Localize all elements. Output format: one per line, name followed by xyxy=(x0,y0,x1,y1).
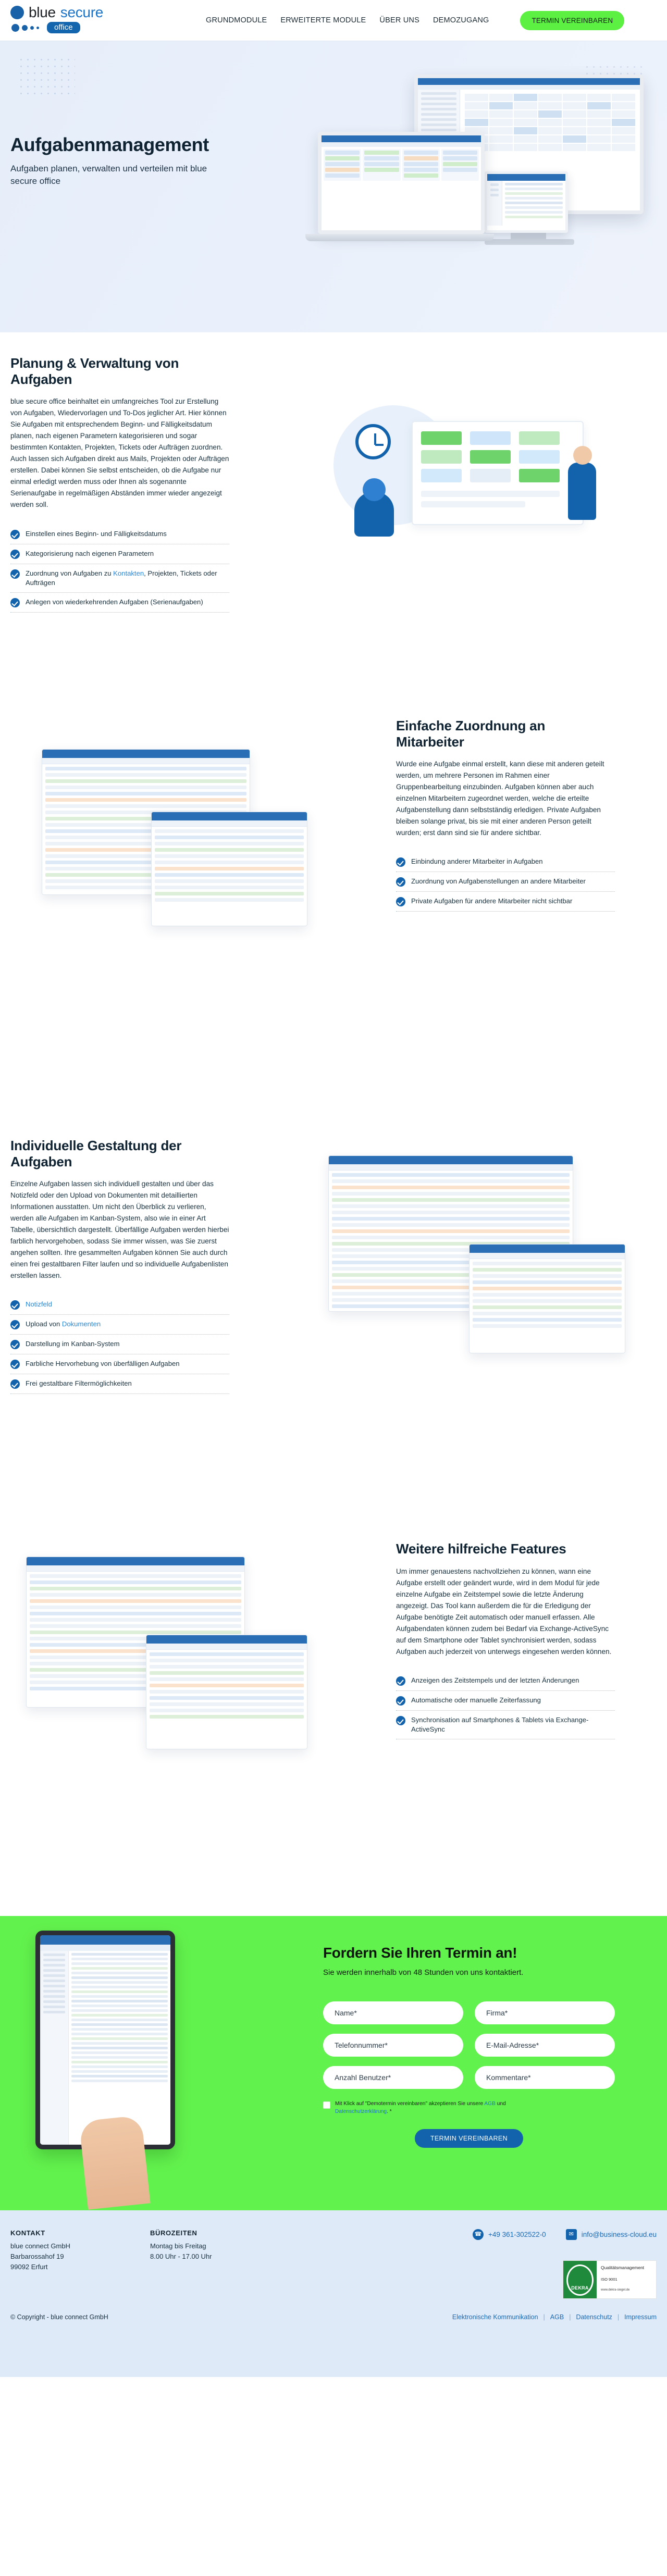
footer-hours-time: 8.00 Uhr - 17.00 Uhr xyxy=(150,2253,212,2261)
email-field[interactable] xyxy=(475,2034,615,2057)
main-navigation xyxy=(206,11,624,30)
nav-item-grundmodule[interactable]: GRUNDMODULE xyxy=(206,16,267,24)
feature-label: Synchronisation auf Smartphones & Tablets via Exchange-ActiveSync xyxy=(411,1715,589,1733)
logo-word-secure: secure xyxy=(60,4,103,20)
logo-dots-row xyxy=(11,22,130,33)
feature-item xyxy=(10,593,229,613)
check-circle-icon xyxy=(10,1300,20,1310)
consent-link-datenschutz[interactable]: Datenschutzerklärung xyxy=(335,2108,387,2114)
section-1-body: blue secure office beinhaltet ein umfangreiches Tool zur Erstellung von Aufgaben, Wiedervorlagen und To-Dos jeglicher Art. Hier können Sie Aufgaben mit entsprechendem Beginn- und Fälligkeitsdatum planen, nach eigenen Parametern kategorisieren und sogar bestimmten Kontakten, Projekten, Tickets oder Aufträgen zuordnen. Auch lassen sich Aufgaben direkt aus Mails, Projekten oder Aufträgen erstellen. Dabei können Sie selbst entscheiden, ob die Aufgabe nur einmal erledigt werden muss oder Ihnen als sogenannte Serienaufgabe in regelmäßigen Abständen immer wieder angezeigt werden soll. xyxy=(10,397,229,509)
cta-subtitle: Sie werden innerhalb von 48 Stunden von uns kontaktiert. xyxy=(323,1968,524,1977)
check-circle-icon xyxy=(396,877,405,887)
feature-item xyxy=(396,892,615,912)
person-head-illustration xyxy=(363,478,386,501)
company-field[interactable] xyxy=(475,2001,615,2024)
section-1-title: Planung & Verwaltung von Aufgaben xyxy=(10,355,179,387)
hand-illustration xyxy=(79,2115,150,2210)
footer-link-impressum[interactable]: Impressum xyxy=(624,2313,657,2321)
section-4-feature-list xyxy=(396,1671,615,1739)
dekra-logo-icon xyxy=(563,2261,597,2298)
logo-dot-icon xyxy=(10,6,24,19)
feature-label: Upload von Dokumenten xyxy=(26,1320,101,1328)
section-1-feature-list xyxy=(10,525,229,613)
envelope-icon: ✉ xyxy=(566,2229,577,2240)
check-circle-icon xyxy=(10,1320,20,1329)
feature-item xyxy=(396,1671,615,1691)
feature-label: Zuordnung von Aufgabenstellungen an andere Mitarbeiter xyxy=(411,877,586,886)
hero-device-illustration xyxy=(313,69,667,288)
feature-label: Anlegen von wiederkehrenden Aufgaben (Serienaufgaben) xyxy=(26,598,203,606)
tablet-screenshot-mockup xyxy=(35,1931,175,2149)
footer-link-datenschutz[interactable]: Datenschutz xyxy=(576,2313,612,2321)
name-field[interactable] xyxy=(323,2001,463,2024)
footer-hours-block xyxy=(150,2229,286,2262)
appointment-form-column xyxy=(323,1945,615,2148)
feature-link-notizfeld[interactable]: Notizfeld xyxy=(26,1300,52,1309)
phone-field[interactable] xyxy=(323,2034,463,2057)
dekra-certification-badge xyxy=(563,2260,657,2299)
submit-appointment-button[interactable]: TERMIN VEREINBAREN xyxy=(415,2129,523,2148)
section-planung-verwaltung xyxy=(0,332,667,707)
feature-link-kontakten[interactable]: Kontakten xyxy=(113,569,144,577)
feature-item xyxy=(10,1315,229,1335)
section-individuelle-gestaltung xyxy=(0,1103,667,1520)
person-standing-illustration xyxy=(568,463,596,520)
phone-icon: ☎ xyxy=(473,2229,484,2240)
hand-holding-tablet-illustration xyxy=(21,1925,193,2196)
footer-separator: | xyxy=(617,2313,620,2321)
logo-dot-large-icon xyxy=(11,24,19,32)
check-circle-icon xyxy=(10,598,20,607)
feature-item xyxy=(10,564,229,593)
consent-row xyxy=(323,2100,615,2116)
app-screenshot-mockup-secondary xyxy=(146,1635,307,1749)
footer-bottom-bar xyxy=(0,2313,667,2321)
feature-label: Frei gestaltbare Filtermöglichkeiten xyxy=(26,1379,132,1388)
feature-item xyxy=(396,1691,615,1711)
header-appointment-button[interactable]: TERMIN VEREINBAREN xyxy=(520,11,624,30)
section-3-illustration xyxy=(313,1150,646,1379)
section-3-feature-list xyxy=(10,1295,229,1394)
section-4-body: Um immer genauestens nachvollziehen zu können, wann eine Aufgabe erstellt oder geändert wurde, wird in dem Modul für jede einzelne Aufgabe ein Zeitstempel sowie die letzte Änderung angezeigt. Das Tool kann außerdem die für die Erledigung der Aufgabe benötigte Zeit automatisch oder manuell erfassen. Alle Aufgabendaten können zudem bei Bedarf via Exchange-ActiveSync auf dem Smartphone oder Tablet synchronisiert werden, sodass Aufgaben auch jederzeit von unterwegs eingesehen werden können. xyxy=(396,1567,612,1656)
section-einfache-zuordnung xyxy=(0,707,667,1103)
logo-office-badge: office xyxy=(47,22,80,33)
feature-item xyxy=(10,525,229,544)
dekra-line-2: ISO 9001 xyxy=(601,2277,617,2282)
section-2-body: Wurde eine Aufgabe einmal erstellt, kann diese mit anderen geteilt werden, um mehrere Personen im Rahmen einer Gruppenbearbeitung einzubinden. Aufgaben können aber auch einzelnen Mitarbeitern zugeordnet werden, welche die erteilte Aufgabenstellung dann selbstständig erledigen. Private Aufgaben bleiben solange privat, bis sie mit einer anderen Person geteilt wurden; erst dann sind sie für andere sichtbar. xyxy=(396,760,604,837)
footer-hours-heading: BÜROZEITEN xyxy=(150,2229,197,2237)
nav-item-demozugang[interactable]: DEMOZUGANG xyxy=(433,16,489,24)
appointment-request-section xyxy=(0,1916,667,2210)
appointment-form xyxy=(323,2001,615,2089)
check-circle-icon xyxy=(10,550,20,559)
nav-item-ueber-uns[interactable]: ÜBER UNS xyxy=(379,16,419,24)
feature-item xyxy=(10,1374,229,1394)
logo-word-blue: blue xyxy=(29,4,56,20)
feature-label: Automatische oder manuelle Zeiterfassung xyxy=(411,1696,541,1704)
app-screenshot-mockup-secondary xyxy=(469,1244,625,1353)
dekra-line-1: Qualitätsmanagement xyxy=(601,2265,645,2270)
feature-label: Darstellung im Kanban-System xyxy=(26,1340,120,1348)
section-3-body: Einzelne Aufgaben lassen sich individuell gestalten und über das Notizfeld oder den Upload von Dokumenten mit detaillierten Informationen ausstatten. Um nicht den Überblick zu verlieren, werden alle Aufgaben im Kanban-System, also wie in einer Art Tabelle, übersichtlich dargestellt. Überfällige Aufgaben werden hierbei farblich hervorgehoben, sodass Sie immer wissen, was Sie zuerst angehen sollten. Ihre gesammelten Aufgaben können Sie auch durch einen frei gestaltbaren Filter laufen und so individuelle Aufgabenlisten erstellen lassen. xyxy=(10,1180,229,1280)
footer-contact-block xyxy=(10,2229,146,2272)
feature-item xyxy=(10,544,229,564)
footer-street: Barbarossahof 19 xyxy=(10,2253,64,2261)
site-footer xyxy=(0,2210,667,2377)
kanban-board-illustration xyxy=(412,421,584,525)
dekra-brand: DEKRA xyxy=(571,2285,589,2291)
logo-dot-medium-icon xyxy=(22,25,28,31)
feature-item xyxy=(396,852,615,872)
feature-label: Farbliche Hervorhebung von überfälligen Aufgaben xyxy=(26,1360,180,1368)
feature-item xyxy=(396,872,615,892)
mock-calendar-grid xyxy=(463,92,637,153)
cta-title: Fordern Sie Ihren Termin an! xyxy=(323,1945,517,1961)
hero-subtitle: Aufgaben planen, verwalten und verteilen mit blue secure office xyxy=(10,163,207,186)
footer-hours-days: Montag bis Freitag xyxy=(150,2242,206,2250)
section-4-illustration xyxy=(16,1557,339,1775)
section-4-text-column xyxy=(396,1541,615,1739)
mock-kanban-board xyxy=(322,147,481,183)
hero-text-block xyxy=(10,134,234,188)
footer-legal-links xyxy=(452,2313,657,2321)
check-circle-icon xyxy=(10,1379,20,1389)
footer-email-link[interactable]: info@business-cloud.eu xyxy=(581,2231,657,2238)
consent-text: Mit Klick auf "Demotermin vereinbaren" akzeptieren Sie unsere AGB und Datenschutzerklärung. * xyxy=(335,2100,506,2114)
footer-contact-links xyxy=(473,2229,657,2240)
footer-email-row[interactable] xyxy=(566,2229,657,2240)
feature-label: Einstellen eines Beginn- und Fälligkeitsdatums xyxy=(26,529,167,538)
check-circle-icon xyxy=(10,1340,20,1349)
check-circle-icon xyxy=(10,569,20,579)
feature-label: Kategorisierung nach eigenen Parametern xyxy=(26,549,154,557)
section-1-text-column xyxy=(10,355,229,613)
logo-dot-tiny-icon xyxy=(36,27,39,29)
section-2-feature-list xyxy=(396,852,615,912)
check-circle-icon xyxy=(396,1676,405,1686)
feature-label: Zuordnung von Aufgaben zu Kontakten, Projekten, Tickets oder Aufträgen xyxy=(26,569,217,587)
footer-phone-row[interactable] xyxy=(473,2229,546,2240)
footer-phone-link[interactable]: +49 361-302522-0 xyxy=(488,2231,546,2238)
feature-label: Anzeigen des Zeitstempels und der letzten Änderungen xyxy=(411,1676,579,1684)
person-head-2-illustration xyxy=(573,446,592,465)
dot-pattern-icon xyxy=(18,56,75,98)
section-weitere-features xyxy=(0,1520,667,1916)
tablet-mockup xyxy=(485,171,568,233)
footer-separator: | xyxy=(569,2313,571,2321)
section-2-title: Einfache Zuordnung an Mitarbeiter xyxy=(396,718,546,750)
section-4-title: Weitere hilfreiche Features xyxy=(396,1541,566,1557)
feature-item xyxy=(10,1354,229,1374)
laptop-deck xyxy=(305,234,494,241)
section-2-text-column xyxy=(396,718,615,912)
mock-app-topbar xyxy=(418,78,640,85)
page-title: Aufgabenmanagement xyxy=(10,134,209,155)
feature-item xyxy=(10,1335,229,1354)
footer-link-elektronische-kommunikation[interactable]: Elektronische Kommunikation xyxy=(452,2313,538,2321)
app-screenshot-mockup-secondary xyxy=(151,812,307,926)
feature-item xyxy=(10,1295,229,1315)
feature-label: Einbindung anderer Mitarbeiter in Aufgaben xyxy=(411,857,543,866)
logo-dot-small-icon xyxy=(30,26,34,30)
logo-wordmark xyxy=(10,4,130,21)
footer-company-name: blue connect GmbH xyxy=(10,2242,70,2250)
clock-icon xyxy=(355,424,391,459)
dekra-text-block xyxy=(597,2261,656,2298)
comments-field[interactable] xyxy=(475,2066,615,2089)
hero-section xyxy=(0,41,667,332)
footer-city: 99092 Erfurt xyxy=(10,2263,48,2271)
check-circle-icon xyxy=(396,897,405,906)
feature-label: Private Aufgaben für andere Mitarbeiter nicht sichtbar xyxy=(411,897,573,905)
footer-link-agb[interactable]: AGB xyxy=(550,2313,564,2321)
laptop-mockup xyxy=(318,132,485,234)
section-3-text-column xyxy=(10,1138,229,1394)
user-count-field[interactable] xyxy=(323,2066,463,2089)
footer-contact-heading: KONTAKT xyxy=(10,2229,45,2237)
check-circle-icon xyxy=(10,530,20,539)
footer-copyright: © Copyright - blue connect GmbH xyxy=(10,2313,108,2321)
section-3-title: Individuelle Gestaltung der Aufgaben xyxy=(10,1138,182,1169)
feature-item xyxy=(396,1711,615,1739)
logo[interactable] xyxy=(10,4,130,36)
mock-app-subbar xyxy=(418,85,640,90)
feature-link-dokumenten[interactable]: Dokumenten xyxy=(61,1320,101,1328)
footer-separator: | xyxy=(543,2313,545,2321)
check-circle-icon xyxy=(396,857,405,867)
site-header xyxy=(0,0,667,41)
check-circle-icon xyxy=(396,1696,405,1706)
dekra-line-3: www.dekra-siegel.de xyxy=(601,2288,630,2292)
check-circle-icon xyxy=(10,1360,20,1369)
consent-link-agb[interactable]: AGB xyxy=(484,2100,496,2107)
section-2-illustration xyxy=(21,739,334,963)
section-1-illustration xyxy=(323,400,636,567)
monitor-base xyxy=(485,239,574,245)
consent-checkbox[interactable] xyxy=(323,2101,330,2109)
check-circle-icon xyxy=(396,1716,405,1725)
nav-item-erweiterte-module[interactable]: ERWEITERTE MODULE xyxy=(280,16,366,24)
